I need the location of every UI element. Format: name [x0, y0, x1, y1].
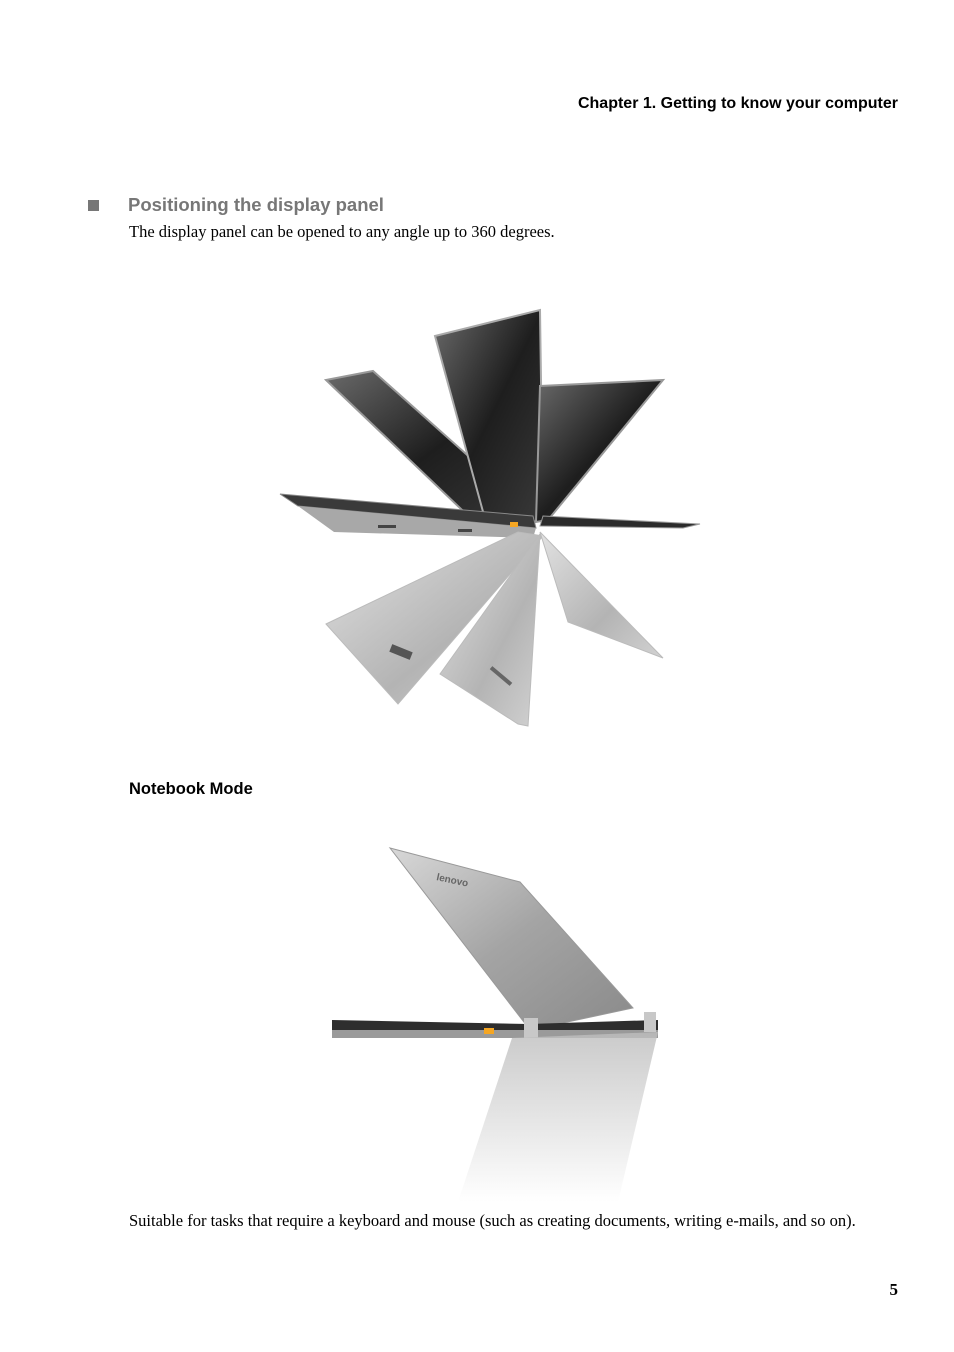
lid-logo-mark: lenovo: [435, 872, 470, 890]
hinge-left: [524, 1018, 538, 1038]
display-angles-figure: [278, 306, 703, 731]
usb-port: [378, 525, 396, 528]
power-port: [510, 522, 518, 527]
notebook-reflection: [458, 1032, 658, 1202]
notebook-mode-description: Suitable for tasks that require a keyboard and mouse (such as creating documents, writing e-mails, and so on).: [129, 1211, 856, 1230]
hinge-right: [644, 1012, 656, 1032]
lid-tent-right: [540, 532, 663, 658]
section-heading-text: Positioning the display panel: [128, 194, 384, 215]
section-heading: [88, 194, 384, 216]
notebook-lid: [390, 848, 633, 1030]
bullet-square-icon: [88, 200, 99, 211]
intro-text: The display panel can be opened to any angle up to 360 degrees.: [129, 222, 555, 241]
screen-flat-right: [540, 516, 700, 528]
power-indicator: [484, 1028, 494, 1034]
notebook-mode-figure: [328, 842, 668, 1207]
chapter-header: Chapter 1. Getting to know your computer: [577, 95, 898, 112]
notebook-mode-heading: Notebook Mode: [129, 780, 253, 798]
hdmi-port: [458, 529, 472, 532]
screen-right-tilt: [536, 380, 663, 522]
page-number: 5: [889, 1280, 898, 1299]
